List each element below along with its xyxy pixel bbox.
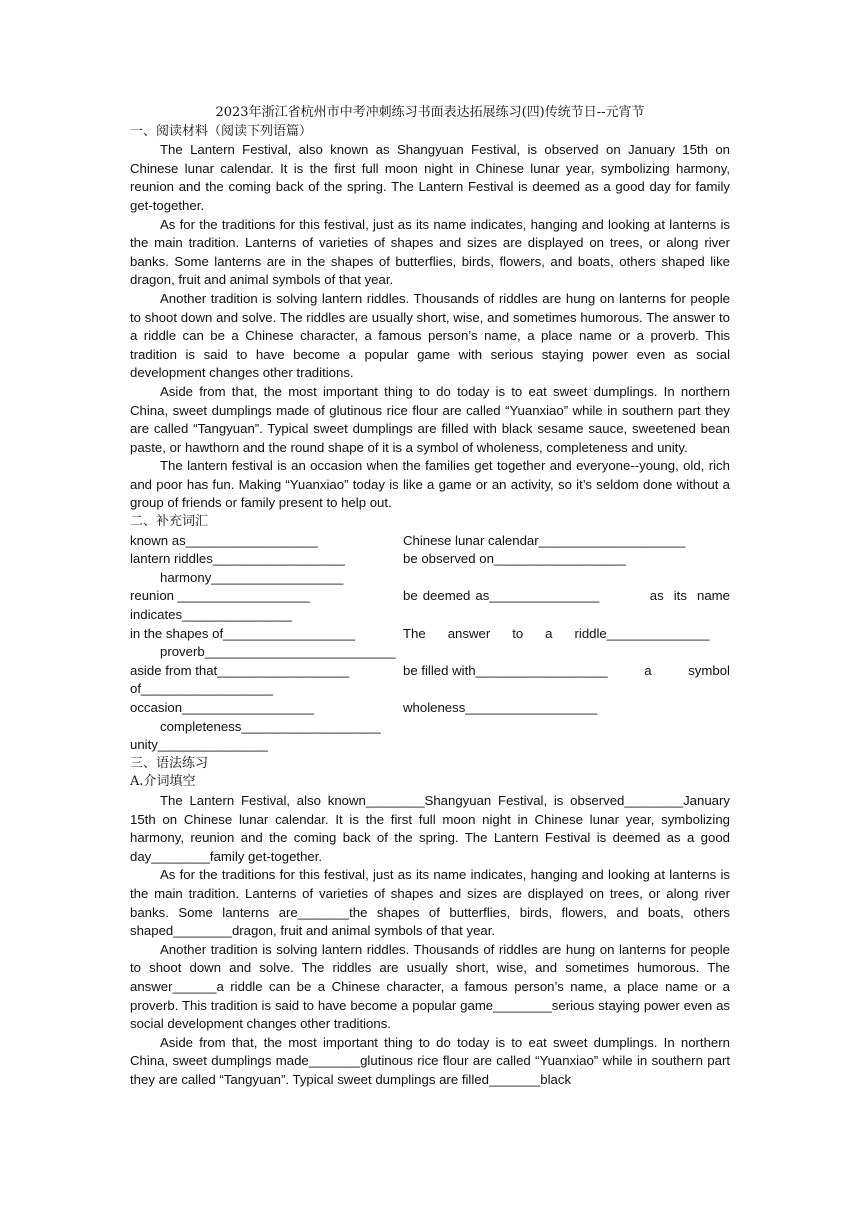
- vocab-item: indicates_______________: [130, 607, 293, 623]
- section2-heading: 二、补充词汇: [130, 514, 209, 530]
- reading-paragraph: The Lantern Festival, also known as Shangyuan Festival, is observed on January 15th on Chinese lunar calendar. It is the first full moon night in Chinese lunar year, symbolizing harmony, reunion and the coming back of the spring. The Lantern Festival is deemed as a good day for family get-together.: [130, 142, 730, 213]
- vocab-item: in the shapes of__________________: [130, 625, 356, 641]
- vocab-row: [130, 550, 730, 569]
- vocab-item: The answer to a riddle______________: [403, 625, 710, 641]
- vocab-row: [130, 587, 730, 606]
- vocab-row: [130, 625, 730, 644]
- document-page: [130, 104, 730, 1089]
- vocabulary-list: [130, 532, 730, 755]
- exercise-paragraph: The Lantern Festival, also known________Shangyuan Festival, is observed________January 15th on Chinese lunar calendar. It is the first full moon night in Chinese lunar year, symbolizing harmony, reunion and the coming back of the spring. The Lantern Festival is deemed as a good day________family get-together.: [130, 792, 730, 864]
- reading-paragraph: Aside from that, the most important thing to do today is to eat sweet dumplings. In northern China, sweet dumplings made of glutinous rice flour are called “Yuanxiao” while in southern part they are called “Tangyuan”. Typical sweet dumplings are filled with black sesame sauce, sweetened bean paste, or hawthorn and the round shape of it is a symbol of wholeness, completeness and unity.: [130, 383, 730, 455]
- reading-paragraph: As for the traditions for this festival, just as its name indicates, hanging and looking at lanterns is the main tradition. Lanterns of varieties of shapes and sizes are displayed on trees, or along river banks. Some lanterns are in the shapes of butterflies, birds, flowers, and boats, others shaped like dragon, fruit and animal symbols of that year.: [130, 216, 730, 288]
- vocab-item: aside from that__________________: [130, 662, 350, 678]
- vocab-item: reunion __________________: [130, 588, 310, 604]
- vocab-row: [130, 662, 730, 681]
- section3-heading: 三、语法练习: [130, 755, 209, 771]
- vocab-item: Chinese lunar calendar____________________: [403, 532, 686, 548]
- reading-paragraph: Another tradition is solving lantern riddles. Thousands of riddles are hung on lanterns for people to shoot down and solve. The riddles are usually short, wise, and sometimes humorous. The answer to a riddle can be a Chinese character, a famous person’s name, a place name or a proverb. This tradition is said to have become a popular game with serious staying power even as social development changes other traditions.: [130, 290, 730, 381]
- vocab-item: be filled with__________________ a symbol: [403, 662, 730, 678]
- document-title: 2023年浙江省杭州市中考冲刺练习书面表达拓展练习(四)传统节日--元宵节: [215, 105, 645, 120]
- vocab-item: wholeness__________________: [403, 700, 598, 715]
- reading-paragraph: The lantern festival is an occasion when the families get together and everyone--young, old, rich and poor has fun. Making “Yuanxiao” today is like a game or an activity, so it’s seldom done without a group of friends or family present to help out.: [130, 458, 730, 511]
- vocab-item: known as__________________: [130, 532, 318, 548]
- section1-heading: 一、阅读材料（阅读下列语篇）: [130, 123, 313, 139]
- vocab-item: harmony__________________: [160, 569, 344, 585]
- exercise-paragraph: As for the traditions for this festival, just as its name indicates, hanging and looking at lanterns is the main tradition. Lanterns of varieties of shapes and sizes are displayed on trees, or along river banks. Some lanterns are_______the shapes of butterflies, birds, flowers, and boats, others shaped________dragon, fruit and animal symbols of that year.: [130, 867, 730, 939]
- vocab-item: be observed on__________________: [403, 551, 626, 567]
- vocab-item: of__________________: [130, 681, 274, 697]
- exercise-paragraph: Another tradition is solving lantern riddles. Thousands of riddles are hung on lanterns for people to shoot down and solve. The riddles are usually short, wise, and sometimes humorous. The answer______a riddle can be a Chinese character, a famous person’s name, a place name or a proverb. This tradition is said to have become a popular game________serious staying power even as social development changes other traditions.: [130, 941, 730, 1032]
- vocab-row: [130, 699, 730, 718]
- vocab-row: [130, 532, 730, 551]
- section3-subheading: A.介词填空: [130, 774, 196, 790]
- vocab-item: unity_______________: [130, 737, 268, 753]
- vocab-item: occasion__________________: [130, 700, 315, 715]
- vocab-item: be deemed as_______________ as its name: [403, 588, 730, 604]
- vocab-item: lantern riddles__________________: [130, 551, 345, 567]
- vocab-item: completeness___________________: [160, 718, 381, 734]
- vocab-item: proverb__________________________: [160, 644, 396, 660]
- exercise-paragraph: Aside from that, the most important thing to do today is to eat sweet dumplings. In northern China, sweet dumplings made_______glutinous rice flour are called “Yuanxiao” while in southern part they are called “Tangyuan”. Typical sweet dumplings are filled_______black: [130, 1034, 730, 1087]
